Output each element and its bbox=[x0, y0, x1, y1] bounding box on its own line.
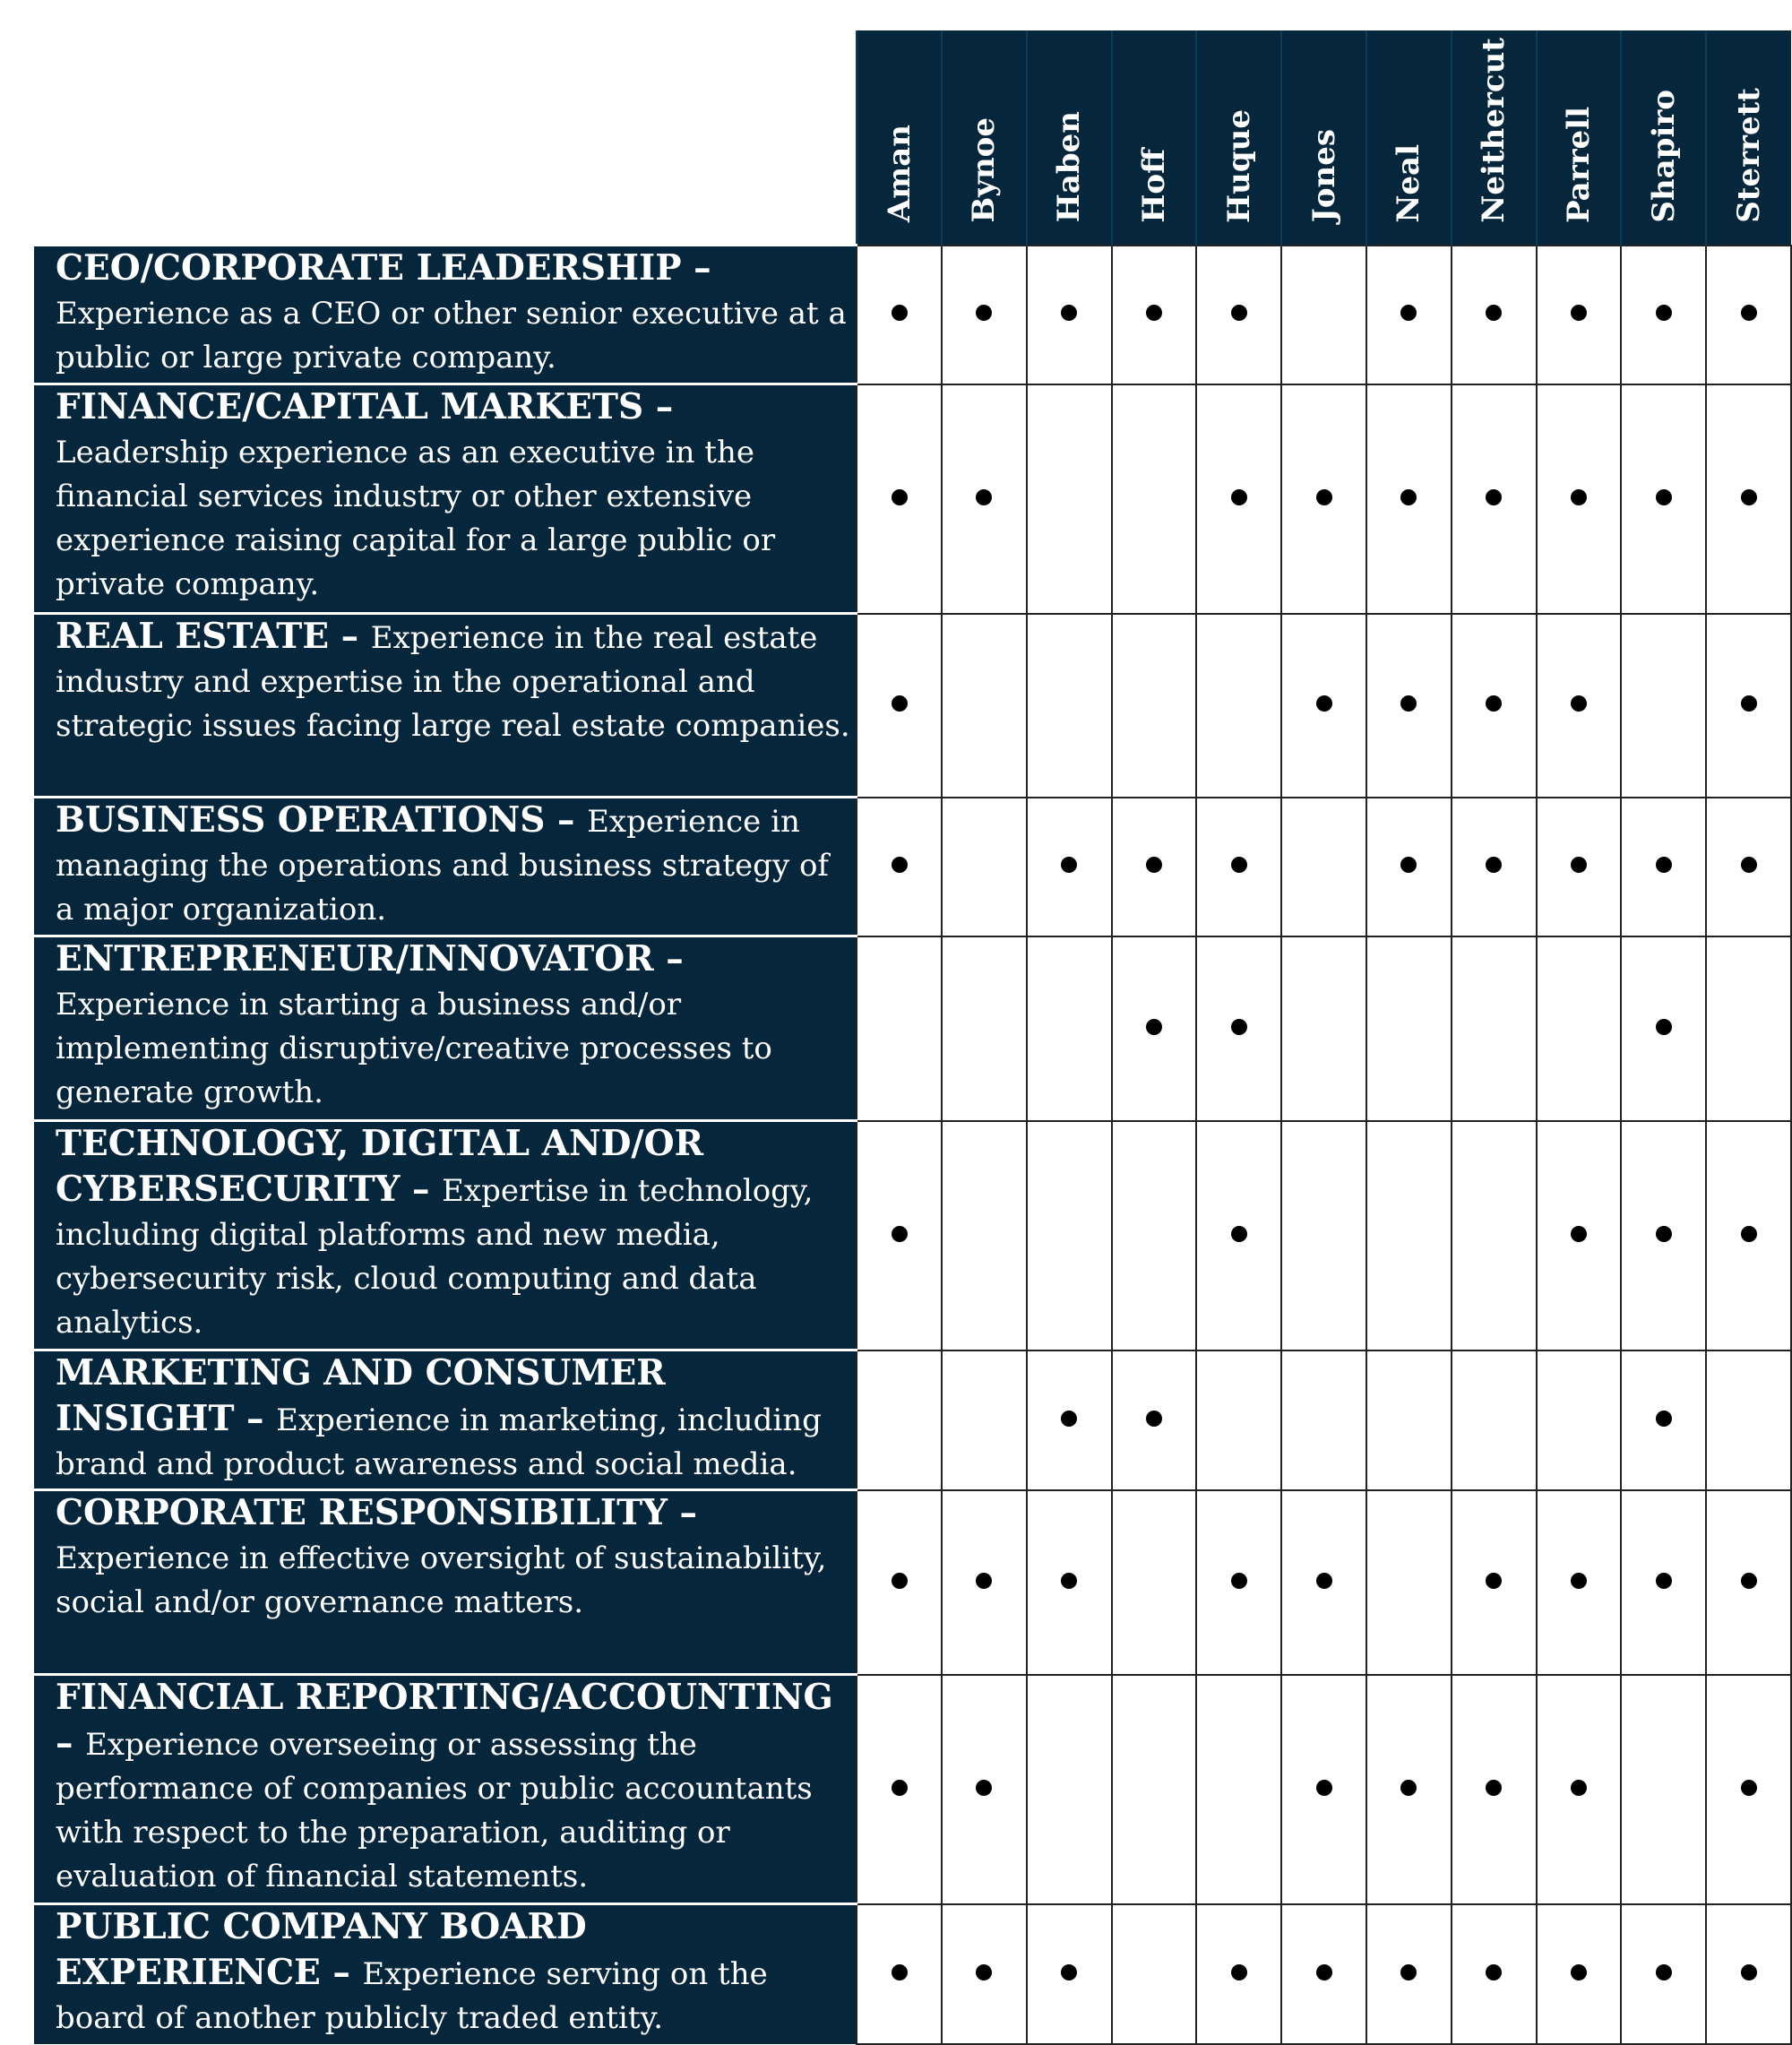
mark-cell-aman bbox=[857, 1350, 942, 1490]
skill-row bbox=[34, 1904, 1791, 2044]
director-name: Neal bbox=[1391, 143, 1427, 223]
skill-bullet-icon bbox=[1061, 857, 1077, 873]
director-header-huque bbox=[1196, 30, 1281, 246]
mark-cell-bynoe bbox=[942, 936, 1027, 1121]
mark-cell-shapiro bbox=[1621, 798, 1706, 936]
skill-title: CORPORATE RESPONSIBILITY bbox=[56, 1492, 668, 1533]
skill-bullet-icon bbox=[892, 857, 908, 873]
mark-cell-hoff bbox=[1112, 1904, 1197, 2044]
skill-bullet-icon bbox=[1231, 1964, 1247, 1980]
mark-cell-shapiro bbox=[1621, 936, 1706, 1121]
mark-cell-haben bbox=[1027, 1904, 1112, 2044]
mark-cell-jones bbox=[1281, 936, 1366, 1121]
mark-cell-shapiro bbox=[1621, 1904, 1706, 2044]
skill-bullet-icon bbox=[1400, 305, 1417, 321]
skill-description: Experience in effective oversight of sustainability, social and/or governance matters. bbox=[56, 1540, 827, 1620]
mark-cell-sterrett bbox=[1706, 1350, 1791, 1490]
mark-cell-neal bbox=[1366, 246, 1452, 384]
mark-cell-aman bbox=[857, 384, 942, 614]
skill-description-cell bbox=[34, 1675, 857, 1904]
mark-cell-hoff bbox=[1112, 614, 1197, 798]
mark-cell-shapiro bbox=[1621, 1350, 1706, 1490]
skill-description: Experience in managing the operations and business strategy of a major organization. bbox=[56, 804, 830, 928]
mark-cell-neithercut bbox=[1452, 1904, 1537, 2044]
skill-title: PUBLIC COMPANY BOARD EXPERIENCE bbox=[56, 1906, 587, 1993]
skill-bullet-icon bbox=[1571, 1964, 1587, 1980]
mark-cell-hoff bbox=[1112, 1350, 1197, 1490]
skill-bullet-icon bbox=[1400, 1964, 1417, 1980]
mark-cell-neithercut bbox=[1452, 1121, 1537, 1350]
skill-dash: – bbox=[56, 1722, 86, 1764]
skill-title: ENTREPRENEUR/INNOVATOR bbox=[56, 938, 654, 979]
skill-bullet-icon bbox=[1316, 489, 1332, 505]
mark-cell-hoff bbox=[1112, 1675, 1197, 1904]
skill-bullet-icon bbox=[1656, 1411, 1672, 1427]
mark-cell-parrell bbox=[1537, 1121, 1622, 1350]
skill-description: Experience in starting a business and/or implementing disruptive/creative processes to generate growth. bbox=[56, 987, 772, 1110]
skill-bullet-icon bbox=[892, 1226, 908, 1242]
skill-bullet-icon bbox=[1571, 489, 1587, 505]
skill-description: Experience as a CEO or other senior executive at a public or large private company. bbox=[56, 296, 847, 375]
mark-cell-bynoe bbox=[942, 246, 1027, 384]
skill-bullet-icon bbox=[1486, 1964, 1502, 1980]
director-header-hoff bbox=[1112, 30, 1197, 246]
mark-cell-shapiro bbox=[1621, 246, 1706, 384]
mark-cell-jones bbox=[1281, 1121, 1366, 1350]
skill-bullet-icon bbox=[1146, 1411, 1162, 1427]
skill-bullet-icon bbox=[1400, 489, 1417, 505]
skill-dash: – bbox=[643, 386, 674, 427]
skill-bullet-icon bbox=[1656, 1964, 1672, 1980]
skill-bullet-icon bbox=[1656, 1019, 1672, 1035]
skill-description: Experience in the real estate industry and expertise in the operational and strategic issues facing large real estate companies. bbox=[56, 620, 850, 744]
mark-cell-aman bbox=[857, 936, 942, 1121]
skill-bullet-icon bbox=[1571, 305, 1587, 321]
skill-description: Experience overseeing or assessing the performance of companies or public accountants with respect to the preparation, auditing or evaluation of financial statements. bbox=[56, 1727, 813, 1894]
skill-bullet-icon bbox=[1316, 1573, 1332, 1589]
mark-cell-haben bbox=[1027, 1121, 1112, 1350]
mark-cell-neal bbox=[1366, 1490, 1452, 1675]
mark-cell-sterrett bbox=[1706, 1121, 1791, 1350]
skill-row bbox=[34, 1350, 1791, 1490]
mark-cell-bynoe bbox=[942, 1121, 1027, 1350]
mark-cell-neal bbox=[1366, 1675, 1452, 1904]
skill-bullet-icon bbox=[976, 1780, 992, 1796]
skill-description-cell bbox=[34, 1121, 857, 1350]
skill-bullet-icon bbox=[976, 1573, 992, 1589]
director-name: Neithercut bbox=[1476, 37, 1512, 223]
mark-cell-neal bbox=[1366, 936, 1452, 1121]
mark-cell-jones bbox=[1281, 798, 1366, 936]
skill-bullet-icon bbox=[1231, 1226, 1247, 1242]
skill-dash: – bbox=[667, 1492, 698, 1533]
skill-dash: – bbox=[400, 1169, 443, 1210]
skill-bullet-icon bbox=[1486, 489, 1502, 505]
skill-bullet-icon bbox=[892, 695, 908, 712]
mark-cell-parrell bbox=[1537, 798, 1622, 936]
skill-description-cell bbox=[34, 1904, 857, 2044]
skill-bullet-icon bbox=[1231, 1573, 1247, 1589]
director-name: Jones bbox=[1305, 129, 1342, 223]
mark-cell-parrell bbox=[1537, 614, 1622, 798]
skill-bullet-icon bbox=[1741, 857, 1757, 873]
mark-cell-neal bbox=[1366, 1904, 1452, 2044]
mark-cell-jones bbox=[1281, 1675, 1366, 1904]
skill-bullet-icon bbox=[1061, 1964, 1077, 1980]
mark-cell-jones bbox=[1281, 1350, 1366, 1490]
mark-cell-sterrett bbox=[1706, 384, 1791, 614]
skill-bullet-icon bbox=[1741, 1226, 1757, 1242]
skill-description-cell bbox=[34, 614, 857, 798]
mark-cell-aman bbox=[857, 1490, 942, 1675]
skill-bullet-icon bbox=[1231, 1019, 1247, 1035]
mark-cell-shapiro bbox=[1621, 1490, 1706, 1675]
director-header-bynoe bbox=[942, 30, 1027, 246]
mark-cell-neal bbox=[1366, 1350, 1452, 1490]
skill-title: BUSINESS OPERATIONS bbox=[56, 799, 546, 841]
skill-dash: – bbox=[681, 247, 711, 289]
skill-title: TECHNOLOGY, DIGITAL AND/OR CYBERSECURITY bbox=[56, 1123, 704, 1210]
mark-cell-parrell bbox=[1537, 384, 1622, 614]
mark-cell-bynoe bbox=[942, 384, 1027, 614]
director-name: Haben bbox=[1051, 111, 1088, 223]
skill-bullet-icon bbox=[1146, 857, 1162, 873]
skill-bullet-icon bbox=[1571, 1573, 1587, 1589]
skill-bullet-icon bbox=[1741, 1964, 1757, 1980]
skill-bullet-icon bbox=[892, 1964, 908, 1980]
mark-cell-hoff bbox=[1112, 1121, 1197, 1350]
mark-cell-jones bbox=[1281, 246, 1366, 384]
skill-bullet-icon bbox=[976, 489, 992, 505]
mark-cell-neithercut bbox=[1452, 936, 1537, 1121]
mark-cell-aman bbox=[857, 1121, 942, 1350]
mark-cell-neithercut bbox=[1452, 614, 1537, 798]
mark-cell-bynoe bbox=[942, 1350, 1027, 1490]
skill-bullet-icon bbox=[1231, 489, 1247, 505]
director-header-neithercut bbox=[1452, 30, 1537, 246]
skill-bullet-icon bbox=[1656, 1573, 1672, 1589]
mark-cell-bynoe bbox=[942, 614, 1027, 798]
mark-cell-sterrett bbox=[1706, 1490, 1791, 1675]
skill-title: REAL ESTATE bbox=[56, 616, 330, 657]
skill-row bbox=[34, 936, 1791, 1121]
mark-cell-neithercut bbox=[1452, 1350, 1537, 1490]
mark-cell-sterrett bbox=[1706, 614, 1791, 798]
mark-cell-shapiro bbox=[1621, 614, 1706, 798]
mark-cell-haben bbox=[1027, 1675, 1112, 1904]
skill-bullet-icon bbox=[1741, 695, 1757, 712]
mark-cell-haben bbox=[1027, 384, 1112, 614]
skill-description-cell bbox=[34, 1490, 857, 1675]
director-name: Aman bbox=[881, 125, 918, 223]
mark-cell-jones bbox=[1281, 384, 1366, 614]
director-header-haben bbox=[1027, 30, 1112, 246]
skill-bullet-icon bbox=[1231, 305, 1247, 321]
skill-row bbox=[34, 246, 1791, 384]
director-header-aman bbox=[857, 30, 942, 246]
mark-cell-huque bbox=[1196, 798, 1281, 936]
mark-cell-sterrett bbox=[1706, 1675, 1791, 1904]
mark-cell-haben bbox=[1027, 1490, 1112, 1675]
skill-dash: – bbox=[653, 938, 684, 979]
director-name: Bynoe bbox=[966, 116, 1003, 223]
mark-cell-huque bbox=[1196, 1490, 1281, 1675]
mark-cell-neithercut bbox=[1452, 384, 1537, 614]
skill-bullet-icon bbox=[1400, 695, 1417, 712]
skill-bullet-icon bbox=[892, 305, 908, 321]
mark-cell-parrell bbox=[1537, 1904, 1622, 2044]
mark-cell-parrell bbox=[1537, 1350, 1622, 1490]
skill-bullet-icon bbox=[1400, 1780, 1417, 1796]
skills-matrix-table bbox=[34, 30, 1792, 2045]
skill-bullet-icon bbox=[1146, 305, 1162, 321]
skill-dash: – bbox=[329, 616, 371, 657]
skill-bullet-icon bbox=[1656, 857, 1672, 873]
mark-cell-sterrett bbox=[1706, 246, 1791, 384]
skill-bullet-icon bbox=[1061, 1411, 1077, 1427]
skill-bullet-icon bbox=[1741, 1780, 1757, 1796]
director-name: Huque bbox=[1220, 108, 1257, 223]
mark-cell-sterrett bbox=[1706, 1904, 1791, 2044]
mark-cell-hoff bbox=[1112, 384, 1197, 614]
skill-dash: – bbox=[545, 799, 588, 841]
skill-bullet-icon bbox=[1571, 1780, 1587, 1796]
mark-cell-sterrett bbox=[1706, 798, 1791, 936]
mark-cell-neithercut bbox=[1452, 1490, 1537, 1675]
director-header-neal bbox=[1366, 30, 1452, 246]
skill-title: CEO/CORPORATE LEADERSHIP bbox=[56, 247, 682, 289]
skill-bullet-icon bbox=[892, 489, 908, 505]
skill-description-cell bbox=[34, 1350, 857, 1490]
skill-description-cell bbox=[34, 246, 857, 384]
mark-cell-bynoe bbox=[942, 1490, 1027, 1675]
skill-dash: – bbox=[320, 1952, 363, 1993]
mark-cell-huque bbox=[1196, 246, 1281, 384]
skill-bullet-icon bbox=[1486, 695, 1502, 712]
director-name: Sterrett bbox=[1731, 87, 1768, 223]
skill-description-cell bbox=[34, 936, 857, 1121]
director-header-sterrett bbox=[1706, 30, 1791, 246]
mark-cell-neal bbox=[1366, 798, 1452, 936]
skill-description: Leadership experience as an executive in the financial services industry or other extensive experience raising capital for a large public or private company. bbox=[56, 435, 776, 602]
skill-description: Expertise in technology, including digital platforms and new media, cybersecurity risk, cloud computing and data analytics. bbox=[56, 1173, 814, 1341]
corner-cell bbox=[34, 30, 857, 246]
mark-cell-parrell bbox=[1537, 936, 1622, 1121]
director-header-parrell bbox=[1537, 30, 1622, 246]
skill-bullet-icon bbox=[892, 1780, 908, 1796]
mark-cell-parrell bbox=[1537, 246, 1622, 384]
director-name: Shapiro bbox=[1645, 89, 1682, 223]
skill-bullet-icon bbox=[1400, 857, 1417, 873]
skill-bullet-icon bbox=[1486, 1780, 1502, 1796]
mark-cell-haben bbox=[1027, 1350, 1112, 1490]
skill-bullet-icon bbox=[1656, 1226, 1672, 1242]
skill-bullet-icon bbox=[1571, 857, 1587, 873]
skill-row bbox=[34, 1121, 1791, 1350]
matrix-body bbox=[34, 246, 1791, 2044]
skill-bullet-icon bbox=[1231, 857, 1247, 873]
skill-bullet-icon bbox=[1486, 1573, 1502, 1589]
mark-cell-hoff bbox=[1112, 1490, 1197, 1675]
mark-cell-shapiro bbox=[1621, 1121, 1706, 1350]
mark-cell-bynoe bbox=[942, 1904, 1027, 2044]
mark-cell-shapiro bbox=[1621, 384, 1706, 614]
mark-cell-huque bbox=[1196, 614, 1281, 798]
director-header-jones bbox=[1281, 30, 1366, 246]
mark-cell-haben bbox=[1027, 246, 1112, 384]
mark-cell-neithercut bbox=[1452, 1675, 1537, 1904]
director-header-shapiro bbox=[1621, 30, 1706, 246]
skill-bullet-icon bbox=[1741, 1573, 1757, 1589]
skill-row bbox=[34, 384, 1791, 614]
skill-bullet-icon bbox=[1741, 489, 1757, 505]
skill-description-cell bbox=[34, 798, 857, 936]
mark-cell-parrell bbox=[1537, 1675, 1622, 1904]
skill-bullet-icon bbox=[1061, 1573, 1077, 1589]
mark-cell-jones bbox=[1281, 1904, 1366, 2044]
skill-bullet-icon bbox=[1316, 695, 1332, 712]
skill-bullet-icon bbox=[1486, 305, 1502, 321]
skill-description: Experience serving on the board of another publicly traded entity. bbox=[56, 1956, 768, 2036]
skill-bullet-icon bbox=[1146, 1019, 1162, 1035]
skill-bullet-icon bbox=[1741, 305, 1757, 321]
skill-bullet-icon bbox=[1316, 1780, 1332, 1796]
mark-cell-huque bbox=[1196, 1904, 1281, 2044]
skill-title: FINANCIAL REPORTING/ACCOUNTING bbox=[56, 1677, 833, 1718]
mark-cell-neithercut bbox=[1452, 246, 1537, 384]
mark-cell-neithercut bbox=[1452, 798, 1537, 936]
mark-cell-huque bbox=[1196, 384, 1281, 614]
skill-title: FINANCE/CAPITAL MARKETS bbox=[56, 386, 644, 427]
mark-cell-shapiro bbox=[1621, 1675, 1706, 1904]
skill-description-cell bbox=[34, 384, 857, 614]
skill-description: Experience in marketing, including brand and product awareness and social media. bbox=[56, 1402, 822, 1482]
mark-cell-huque bbox=[1196, 1121, 1281, 1350]
mark-cell-bynoe bbox=[942, 1675, 1027, 1904]
mark-cell-jones bbox=[1281, 1490, 1366, 1675]
mark-cell-huque bbox=[1196, 1675, 1281, 1904]
skill-bullet-icon bbox=[1571, 695, 1587, 712]
skill-bullet-icon bbox=[976, 305, 992, 321]
mark-cell-hoff bbox=[1112, 246, 1197, 384]
skill-dash: – bbox=[234, 1398, 277, 1439]
skill-bullet-icon bbox=[1486, 857, 1502, 873]
mark-cell-aman bbox=[857, 1675, 942, 1904]
skill-row bbox=[34, 1675, 1791, 1904]
mark-cell-hoff bbox=[1112, 936, 1197, 1121]
mark-cell-aman bbox=[857, 614, 942, 798]
mark-cell-jones bbox=[1281, 614, 1366, 798]
mark-cell-haben bbox=[1027, 798, 1112, 936]
mark-cell-haben bbox=[1027, 936, 1112, 1121]
skill-row bbox=[34, 1490, 1791, 1675]
mark-cell-huque bbox=[1196, 936, 1281, 1121]
mark-cell-sterrett bbox=[1706, 936, 1791, 1121]
skill-bullet-icon bbox=[1061, 305, 1077, 321]
mark-cell-parrell bbox=[1537, 1490, 1622, 1675]
mark-cell-hoff bbox=[1112, 798, 1197, 936]
skill-bullet-icon bbox=[1656, 305, 1672, 321]
mark-cell-huque bbox=[1196, 1350, 1281, 1490]
director-name: Hoff bbox=[1136, 148, 1172, 223]
mark-cell-neal bbox=[1366, 384, 1452, 614]
skill-bullet-icon bbox=[892, 1573, 908, 1589]
mark-cell-bynoe bbox=[942, 798, 1027, 936]
skill-bullet-icon bbox=[1316, 1964, 1332, 1980]
mark-cell-neal bbox=[1366, 1121, 1452, 1350]
header-row bbox=[34, 30, 1791, 246]
mark-cell-aman bbox=[857, 246, 942, 384]
skill-row bbox=[34, 798, 1791, 936]
skill-title: MARKETING AND CONSUMER INSIGHT bbox=[56, 1352, 666, 1439]
mark-cell-aman bbox=[857, 1904, 942, 2044]
mark-cell-neal bbox=[1366, 614, 1452, 798]
director-name: Parrell bbox=[1560, 106, 1597, 223]
skill-bullet-icon bbox=[1571, 1226, 1587, 1242]
mark-cell-haben bbox=[1027, 614, 1112, 798]
skill-row bbox=[34, 614, 1791, 798]
skill-bullet-icon bbox=[976, 1964, 992, 1980]
skill-bullet-icon bbox=[1656, 489, 1672, 505]
mark-cell-aman bbox=[857, 798, 942, 936]
